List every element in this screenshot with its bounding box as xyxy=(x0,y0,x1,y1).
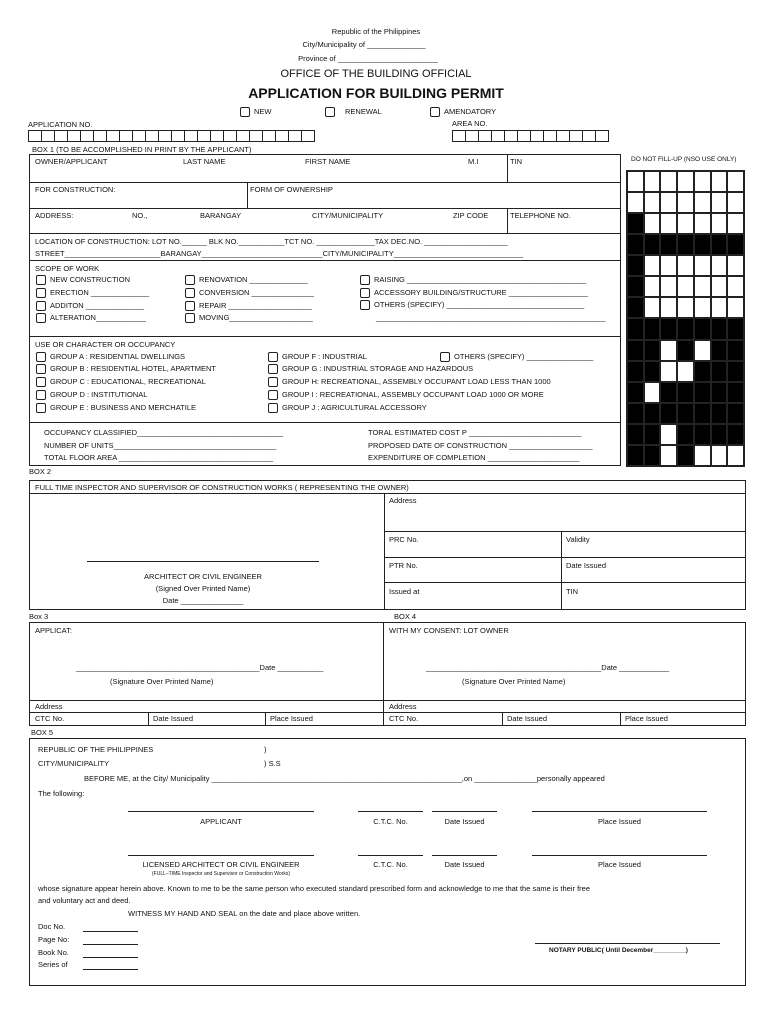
doc-no-line[interactable] xyxy=(83,931,138,932)
nso-grid-cell xyxy=(727,340,744,361)
nso-grid-cell xyxy=(727,297,744,318)
checkbox-icon xyxy=(36,301,46,311)
nso-grid-cell xyxy=(627,340,644,361)
nso-grid-cell xyxy=(660,318,677,339)
box3-signature-line: ____________________________________________Date ___________ xyxy=(76,663,324,672)
engineer-ctc: C.T.C. No. xyxy=(373,860,408,869)
series-of-label: Series of xyxy=(38,960,68,969)
republic-header: Republic of the Philippines xyxy=(331,27,421,36)
box3-address: Address xyxy=(35,702,63,711)
nso-grid-cell xyxy=(660,234,677,255)
prc-label: PRC No. xyxy=(389,535,419,544)
scope-conversion[interactable]: CONVERSION _______________ xyxy=(185,288,314,298)
area-no-label: AREA NO. xyxy=(452,119,488,128)
nso-grid-cell xyxy=(727,213,744,234)
use-group-a[interactable]: GROUP A : RESIDENTIAL DWELLINGS xyxy=(36,352,185,362)
checkbox-new[interactable]: NEW xyxy=(240,107,272,117)
nso-grid-cell xyxy=(660,213,677,234)
nso-grid-cell xyxy=(694,445,711,466)
nso-grid-cell xyxy=(711,403,728,424)
checkbox-icon xyxy=(185,301,195,311)
office-title: OFFICE OF THE BUILDING OFFICIAL xyxy=(280,68,472,80)
scope-title: SCOPE OF WORK xyxy=(35,264,100,273)
box2-label: BOX 2 xyxy=(29,467,52,476)
no-label: NO., xyxy=(132,211,148,220)
application-no-cells[interactable] xyxy=(28,130,314,142)
tin-label: TIN xyxy=(510,157,523,166)
engineer-place-issued: Place Issued xyxy=(598,860,641,869)
applicant-caption: APPLICANT xyxy=(200,817,242,826)
checkbox-icon xyxy=(36,275,46,285)
use-group-c[interactable]: GROUP C : EDUCATIONAL, RECREATIONAL xyxy=(36,377,206,387)
box4-label: BOX 4 xyxy=(394,612,417,621)
nso-note: DO NOT FILL-UP (NSO USE ONLY) xyxy=(631,156,737,163)
scope-moving[interactable]: MOVING____________________ xyxy=(185,313,313,323)
nso-grid-cell xyxy=(694,403,711,424)
nso-grid-cell xyxy=(694,318,711,339)
box3-box4 xyxy=(29,622,746,726)
address-label: ADDRESS: xyxy=(35,211,74,220)
nso-grid-cell xyxy=(627,276,644,297)
nso-grid-cell xyxy=(627,403,644,424)
use-group-e[interactable]: GROUP E : BUSINESS AND MERCHATILE xyxy=(36,403,196,413)
nso-grid-cell xyxy=(727,192,744,213)
nso-grid-cell xyxy=(711,445,728,466)
nso-grid-cell xyxy=(660,297,677,318)
nso-grid-cell xyxy=(644,382,661,403)
nso-grid-cell xyxy=(694,213,711,234)
checkbox-icon xyxy=(36,377,46,387)
nso-grid-cell xyxy=(711,255,728,276)
nso-grid-cell xyxy=(644,403,661,424)
nso-grid-cell xyxy=(694,255,711,276)
province-header: Province of ________________________ xyxy=(298,54,438,63)
box4-address: Address xyxy=(389,702,417,711)
nso-grid-cell xyxy=(644,192,661,213)
box5-label: BOX 5 xyxy=(31,728,54,737)
box5-ss: ) S.S xyxy=(264,759,281,768)
expenditure-completion: EXPENDITURE OF COMPLETION ______________________ xyxy=(368,453,580,462)
series-of-line[interactable] xyxy=(83,969,138,970)
engineer-date-issued: Date Issued xyxy=(444,860,485,869)
checkbox-amendatory[interactable]: AMENDATORY xyxy=(430,107,496,117)
page-no-label: Page No: xyxy=(38,935,70,944)
box2-heading: FULL TIME INSPECTOR AND SUPERVISOR OF CONSTRUCTION WORKS ( REPRESENTING THE OWNER) xyxy=(35,483,409,492)
nso-grid-cell xyxy=(627,255,644,276)
nso-grid-cell xyxy=(711,171,728,192)
scope-raising[interactable]: RAISING ___________________________________________ xyxy=(360,275,586,285)
nso-grid-cell xyxy=(727,382,744,403)
nso-grid-cell xyxy=(627,234,644,255)
checkbox-icon xyxy=(185,313,195,323)
use-group-g[interactable]: GROUP G : INDUSTRIAL STORAGE AND HAZARDOUS xyxy=(268,364,473,374)
nso-grid-cell xyxy=(660,403,677,424)
nso-grid-cell xyxy=(694,361,711,382)
checkbox-icon xyxy=(240,107,250,117)
scope-alteration[interactable]: ALTERATION____________ xyxy=(36,313,146,323)
notary-signature-line[interactable] xyxy=(535,943,720,944)
box4-place-issued: Place Issued xyxy=(625,714,668,723)
nso-grid-cell xyxy=(711,192,728,213)
box3-heading: APPLICAT: xyxy=(35,626,72,635)
scope-others[interactable]: OTHERS (SPECIFY) _________________________________ xyxy=(360,300,584,310)
nso-grid-cell xyxy=(627,361,644,382)
applicant-date-issued: Date Issued xyxy=(444,817,485,826)
checkbox-icon xyxy=(360,288,370,298)
nso-grid-cell xyxy=(694,424,711,445)
checkbox-icon xyxy=(36,288,46,298)
nso-grid-cell xyxy=(644,318,661,339)
nso-grid-cell xyxy=(694,192,711,213)
box4-heading: WITH MY CONSENT: LOT OWNER xyxy=(389,626,509,635)
witness-line: WITNESS MY HAND AND SEAL on the date and place above written. xyxy=(128,909,361,918)
nso-grid-cell xyxy=(677,234,694,255)
application-no-label: APPLICATION NO. xyxy=(28,120,93,129)
checkbox-icon xyxy=(268,364,278,374)
nso-grid-cell xyxy=(677,318,694,339)
last-name-label: LAST NAME xyxy=(183,157,226,166)
scope-renovation[interactable]: RENOVATION ______________ xyxy=(185,275,308,285)
owner-label: OWNER/APPLICANT xyxy=(35,157,108,166)
scope-addition[interactable]: ADDITON ______________ xyxy=(36,301,144,311)
number-of-units: NUMBER OF UNITS_______________________________________ xyxy=(44,441,277,450)
location-line: LOCATION OF CONSTRUCTION: LOT NO.______ BLK NO.___________TCT NO. ______________TAX DEC.NO. ____________________ xyxy=(35,237,508,246)
box3-ctc: CTC No. xyxy=(35,714,65,723)
checkbox-icon xyxy=(268,403,278,413)
nso-grid-cell xyxy=(711,297,728,318)
form-ownership-label: FORM OF OWNERSHIP xyxy=(250,185,333,194)
checkbox-icon xyxy=(185,275,195,285)
nso-grid-cell xyxy=(711,318,728,339)
zip-label: ZIP CODE xyxy=(453,211,489,220)
box5-republic: REPUBLIC OF THE PHILIPPINES xyxy=(38,745,154,754)
checkbox-renewal[interactable]: RENEWAL xyxy=(325,107,382,117)
checkbox-icon xyxy=(36,364,46,374)
use-group-i[interactable]: GROUP I : RECREATIONAL, ASSEMBLY OCCUPANT LOAD 1000 OR MORE xyxy=(268,390,544,400)
city-mun-label: CITY/MUNICIPALITY xyxy=(312,211,384,220)
use-group-d[interactable]: GROUP D : INSTITUTIONAL xyxy=(36,390,147,400)
nso-grid-cell xyxy=(660,276,677,297)
nso-grid-cell xyxy=(711,424,728,445)
checkbox-icon xyxy=(440,352,450,362)
nso-grid-cell xyxy=(694,234,711,255)
box5-city: CITY/MUNICIPALITY xyxy=(38,759,110,768)
box2-address: Address xyxy=(389,496,417,505)
box3-label: Box 3 xyxy=(29,612,49,621)
checkbox-icon xyxy=(430,107,440,117)
nso-grid-cell xyxy=(627,297,644,318)
statement-line-1: whose signature appear herein above. Known to me to be the same person who executed standard prescribed form and acknowledge to me that the same is their free xyxy=(38,884,590,893)
nso-grid-cell xyxy=(644,297,661,318)
nso-grid-cell xyxy=(694,382,711,403)
nso-grid-cell xyxy=(627,382,644,403)
nso-grid-cell xyxy=(677,382,694,403)
checkbox-icon xyxy=(325,107,335,117)
nso-grid-cell xyxy=(727,171,744,192)
scope-accessory[interactable]: ACCESSORY BUILDING/STRUCTURE ___________________ xyxy=(360,288,588,298)
nso-grid-cell xyxy=(727,361,744,382)
nso-grid-cell xyxy=(711,213,728,234)
nso-grid-cell xyxy=(711,234,728,255)
use-group-h[interactable]: GROUP H: RECREATIONAL, ASSEMBLY OCCUPANT LOAD LESS THAN 1000 xyxy=(268,377,551,387)
engineer-caption: LICENSED ARCHITECT OR CIVIL ENGINEER xyxy=(142,860,300,869)
nso-grid-cell xyxy=(644,171,661,192)
nso-grid-cell xyxy=(627,213,644,234)
box2-signature-line[interactable] xyxy=(87,561,319,562)
nso-grid-cell xyxy=(627,171,644,192)
nso-grid-cell xyxy=(660,382,677,403)
area-no-cells[interactable] xyxy=(452,130,608,142)
nso-grid-cell xyxy=(644,361,661,382)
nso-grid-cell xyxy=(627,445,644,466)
first-name-label: FIRST NAME xyxy=(305,157,351,166)
page-title: APPLICATION FOR BUILDING PERMIT xyxy=(248,85,504,101)
use-group-f[interactable]: GROUP F : INDUSTRIAL xyxy=(268,352,367,362)
checkbox-icon xyxy=(36,352,46,362)
checkbox-icon xyxy=(268,390,278,400)
box3-place-issued: Place Issued xyxy=(270,714,313,723)
scope-repair[interactable]: REPAIR ____________________ xyxy=(185,301,312,311)
nso-grid-cell xyxy=(694,171,711,192)
nso-grid-cell xyxy=(677,403,694,424)
nso-grid-cell xyxy=(644,276,661,297)
scope-new-construction[interactable]: NEW CONSTRUCTION xyxy=(36,275,130,285)
nso-grid-cell xyxy=(727,403,744,424)
page-no-line[interactable] xyxy=(83,944,138,945)
checkbox-icon xyxy=(185,288,195,298)
for-construction-label: FOR CONSTRUCTION: xyxy=(35,185,116,194)
nso-grid-cell xyxy=(677,276,694,297)
nso-grid-cell xyxy=(627,192,644,213)
box4-signature-line: __________________________________________Date ____________ xyxy=(426,663,670,672)
checkbox-icon xyxy=(268,377,278,387)
checkbox-icon xyxy=(360,300,370,310)
applicant-place-issued: Place Issued xyxy=(598,817,641,826)
nso-grid-cell xyxy=(677,340,694,361)
box5-paren: ) xyxy=(264,745,267,754)
mi-label: M.I xyxy=(468,157,479,166)
use-group-j[interactable]: GROUP J : AGRICULTURAL ACCESSORY xyxy=(268,403,427,413)
ptr-date-issued: Date Issued xyxy=(566,561,607,570)
nso-grid-cell xyxy=(660,340,677,361)
nso-grid-cell xyxy=(660,192,677,213)
nso-grid-cell xyxy=(694,340,711,361)
nso-grid-cell xyxy=(660,361,677,382)
checkbox-icon xyxy=(360,275,370,285)
nso-grid-cell xyxy=(660,445,677,466)
telephone-label: TELEPHONE NO. xyxy=(510,211,571,220)
signed-over-label: (Signed Over Printed Name) xyxy=(155,584,251,593)
checkbox-icon xyxy=(268,352,278,362)
nso-grid-cell xyxy=(677,171,694,192)
nso-grid-cell xyxy=(660,255,677,276)
applicant-ctc: C.T.C. No. xyxy=(373,817,408,826)
nso-grid-cell xyxy=(727,276,744,297)
nso-grid-cell xyxy=(677,424,694,445)
checkbox-icon xyxy=(36,403,46,413)
nso-grid-cell xyxy=(727,445,744,466)
nso-grid-cell xyxy=(677,445,694,466)
nso-grid-cell xyxy=(694,297,711,318)
nso-grid-cell xyxy=(711,340,728,361)
validity-label: Validity xyxy=(566,535,590,544)
barangay-label: BARANGAY xyxy=(200,211,242,220)
proposed-date: PROPOSED DATE OF CONSTRUCTION ____________________ xyxy=(368,441,593,450)
architect-label: ARCHITECT OR CIVIL ENGINEER xyxy=(144,572,262,581)
box2-date: Date _______________ xyxy=(162,596,244,605)
box4-signature-caption: (Signature Over Printed Name) xyxy=(462,677,566,686)
nso-grid-cell xyxy=(694,276,711,297)
nso-grid-cell xyxy=(627,424,644,445)
nso-grid-cell xyxy=(727,318,744,339)
scope-others-line: _______________________________________________________ xyxy=(376,313,606,322)
issued-at-label: Issued at xyxy=(389,587,420,596)
notary-public-label: NOTARY PUBLIC( Until December_________) xyxy=(549,947,688,954)
nso-grid-cell xyxy=(727,234,744,255)
nso-grid-cell xyxy=(644,424,661,445)
nso-grid-cell xyxy=(644,255,661,276)
nso-use-grid xyxy=(626,170,745,467)
engineer-note: (FULL–TIME Inspector and Supervisor or Construction Works) xyxy=(151,871,290,877)
box4-ctc: CTC No. xyxy=(389,714,419,723)
occupancy-classified: OCCUPANCY CLASSIFIED___________________________________ xyxy=(44,428,284,437)
nso-grid-cell xyxy=(727,424,744,445)
estimated-cost: TORAL ESTIMATED COST P ___________________________ xyxy=(368,428,582,437)
book-no-line[interactable] xyxy=(83,957,138,958)
use-group-b[interactable]: GROUP B : RESIDENTIAL HOTEL, APARTMENT xyxy=(36,364,216,374)
box3-signature-caption: (Signature Over Printed Name) xyxy=(110,677,214,686)
checkbox-icon xyxy=(36,313,46,323)
scope-erection[interactable]: ERECTION ______________ xyxy=(36,288,149,298)
nso-grid-cell xyxy=(644,340,661,361)
book-no-label: Book No. xyxy=(38,948,69,957)
the-following: The following: xyxy=(38,789,85,798)
box1-label: BOX 1 (TO BE ACCOMPLISHED IN PRINT BY THE APPLICANT) xyxy=(32,145,252,154)
total-floor-area: TOTAL FLOOR AREA _____________________________________ xyxy=(44,453,274,462)
ptr-label: PTR No. xyxy=(389,561,418,570)
nso-grid-cell xyxy=(660,424,677,445)
nso-grid-cell xyxy=(644,445,661,466)
use-others[interactable]: OTHERS (SPECIFY) ________________ xyxy=(440,352,593,362)
street-line: STREET_______________________BARANGAY_____________________________CITY/MUNICIPALITY_______________________________ xyxy=(35,249,524,258)
nso-grid-cell xyxy=(677,213,694,234)
nso-grid-cell xyxy=(677,192,694,213)
box2-tin: TIN xyxy=(566,587,579,596)
nso-grid-cell xyxy=(677,255,694,276)
box4-date-issued: Date Issued xyxy=(507,714,548,723)
nso-grid-cell xyxy=(677,297,694,318)
nso-grid-cell xyxy=(644,234,661,255)
use-title: USE OR CHARACTER OR OCCUPANCY xyxy=(35,340,176,349)
nso-grid-cell xyxy=(627,318,644,339)
before-me-line: BEFORE ME, at the City/ Municipality ____________________________________________________________,on _______________personally appeared xyxy=(84,774,605,783)
city-header: City/Municipality of ______________ xyxy=(302,40,426,49)
nso-grid-cell xyxy=(711,382,728,403)
nso-grid-cell xyxy=(660,171,677,192)
nso-grid-cell xyxy=(677,361,694,382)
box3-date-issued: Date Issued xyxy=(153,714,194,723)
doc-no-label: Doc No. xyxy=(38,922,66,931)
checkbox-icon xyxy=(36,390,46,400)
nso-grid-cell xyxy=(711,361,728,382)
nso-grid-cell xyxy=(727,255,744,276)
nso-grid-cell xyxy=(711,276,728,297)
nso-grid-cell xyxy=(644,213,661,234)
statement-line-2: and voluntary act and deed. xyxy=(38,896,131,905)
